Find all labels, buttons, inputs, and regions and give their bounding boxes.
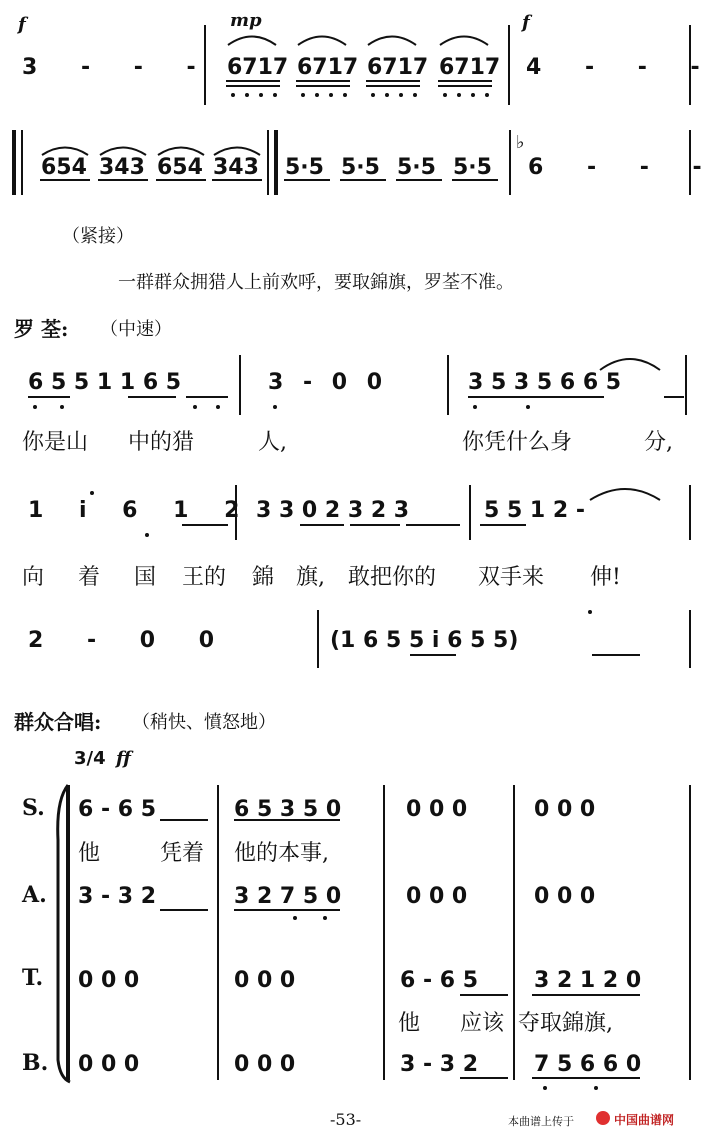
- dynamic-f: f: [522, 12, 530, 33]
- lyric: 他: [78, 841, 101, 866]
- lyric: 王的: [182, 565, 227, 590]
- measure: 3 2 7 5 0: [234, 884, 342, 909]
- note-group: 343: [99, 155, 145, 180]
- lyric: 錦: [252, 565, 275, 590]
- dynamic-mp: mp: [230, 10, 262, 31]
- dynamic-ff: ff: [116, 748, 131, 769]
- lyric: 人,: [258, 430, 287, 455]
- watermark-text: 本曲谱上传于: [508, 1115, 574, 1128]
- note-group: 343: [213, 155, 259, 180]
- lyric: 着: [78, 565, 101, 590]
- measure: 3 - 3 2: [78, 884, 157, 909]
- measure: 7 5 6 6 0: [534, 1052, 642, 1077]
- measure: 3 2 1 2 0: [534, 968, 642, 993]
- lyric: 中的猎: [128, 430, 195, 455]
- part-label: B.: [22, 1050, 49, 1076]
- lyric: 敢把你的: [348, 565, 437, 590]
- part-label: A.: [22, 882, 47, 908]
- logo-icon: [596, 1111, 610, 1125]
- site-logo-text[interactable]: 中国曲谱网: [614, 1113, 675, 1127]
- measure: 0 0 0: [234, 968, 296, 993]
- note-group: 5·5: [397, 155, 436, 180]
- measure: 3 - 3 2: [400, 1052, 479, 1077]
- measure: 3 - 0 0: [268, 370, 389, 395]
- part-label: S.: [22, 795, 45, 821]
- stage-note: （紧接）: [62, 226, 134, 247]
- measure: 6 5 5 1 1 6 5: [28, 370, 182, 395]
- chorus-name: 群众合唱:: [14, 710, 102, 734]
- note-group: 5·5: [285, 155, 324, 180]
- lyric: 应该: [460, 1011, 505, 1036]
- note-group: 654: [41, 155, 87, 180]
- lyric: 你是山: [22, 430, 89, 455]
- note-end: 6 - - -: [528, 155, 720, 180]
- lyric: 伸!: [590, 565, 621, 590]
- measure: 0 0 0: [534, 884, 596, 909]
- page-number: -53-: [330, 1110, 362, 1129]
- measure: 5 5 1 2 -: [484, 498, 585, 523]
- measure: (1 6 5 5 i 6 5 5): [330, 628, 519, 653]
- measure: 3 5 3 5 6 6 5: [468, 370, 622, 395]
- lyric: 他: [398, 1011, 421, 1036]
- measure: 0 0 0: [534, 797, 596, 822]
- measure: 0 0 0: [78, 968, 140, 993]
- lyric: 你凭什么身: [462, 430, 573, 455]
- measure: 0 0 0: [78, 1052, 140, 1077]
- lyric: 凭着: [160, 841, 205, 866]
- measure: 1 i 6 1 2: [28, 498, 254, 523]
- measure: 3 3 0 2 3 2 3: [256, 498, 410, 523]
- note-start: 3 - - -: [22, 55, 214, 80]
- note-group: 6717: [367, 55, 429, 80]
- flat-sign: ♭: [516, 132, 525, 153]
- lyric: 分,: [644, 430, 673, 455]
- measure: 2 - 0 0: [28, 628, 233, 653]
- measure: 0 0 0: [406, 797, 468, 822]
- singer-name: 罗 荃:: [14, 317, 69, 341]
- lyric: 双手来: [478, 565, 545, 590]
- lyric: 他的本事,: [234, 841, 329, 866]
- tempo-marking: （中速）: [100, 319, 172, 340]
- lyric: 国: [134, 565, 157, 590]
- narration: 一群群众拥猎人上前欢呼，要取錦旗，罗荃不准。: [118, 272, 514, 293]
- lyric: 向: [22, 565, 45, 590]
- time-signature: 3/4: [74, 748, 106, 769]
- part-label: T.: [22, 965, 44, 991]
- note-group: 6717: [439, 55, 501, 80]
- dynamic-f: f: [18, 14, 26, 35]
- measure: 6 5 3 5 0: [234, 797, 342, 822]
- note-end: 4 - - -: [526, 55, 718, 80]
- note-group: 5·5: [453, 155, 492, 180]
- tempo-marking: （稍快、憤怒地）: [132, 712, 276, 733]
- measure: 0 0 0: [406, 884, 468, 909]
- lyric: 旗,: [296, 565, 325, 590]
- measure: 6 - 6 5: [400, 968, 479, 993]
- lyric: 夺取錦旗,: [518, 1011, 613, 1036]
- note-group: 654: [157, 155, 203, 180]
- note-group: 5·5: [341, 155, 380, 180]
- note-group: 6717: [297, 55, 359, 80]
- note-group: 6717: [227, 55, 289, 80]
- measure: 0 0 0: [234, 1052, 296, 1077]
- measure: 6 - 6 5: [78, 797, 157, 822]
